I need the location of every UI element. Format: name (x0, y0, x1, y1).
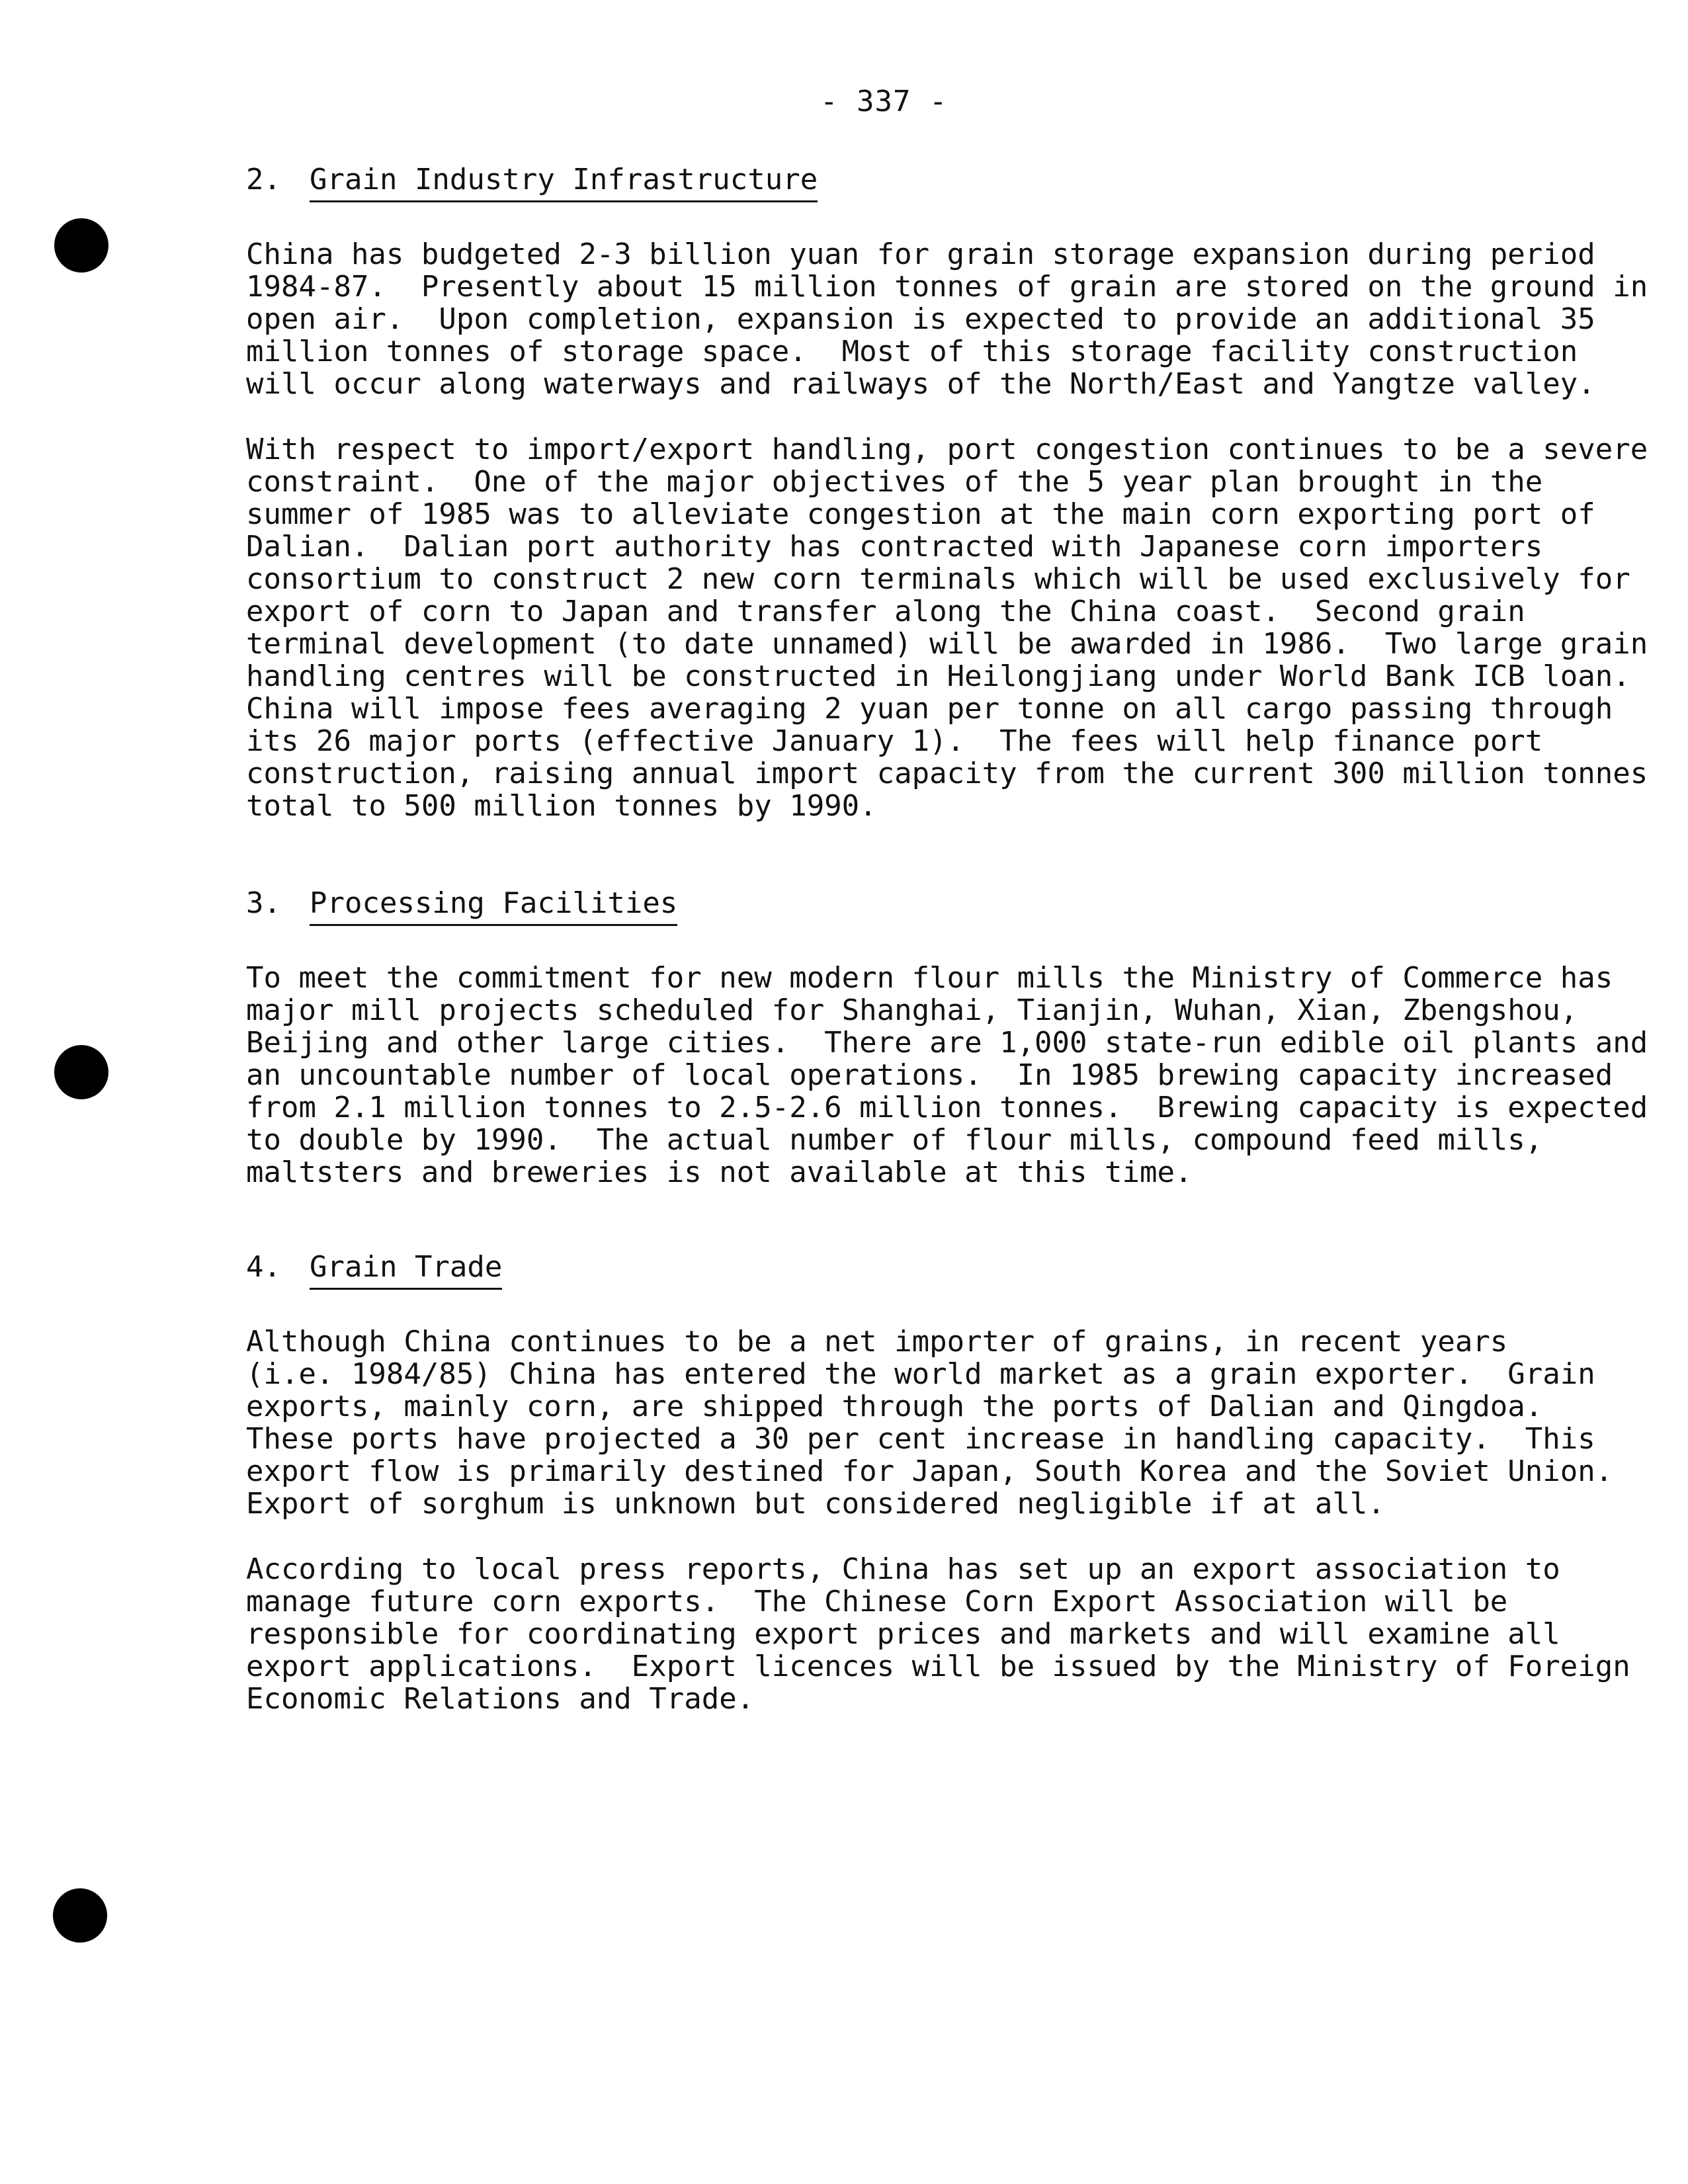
section-grain-trade (246, 1250, 1630, 1748)
section-title: Grain Trade (310, 1250, 502, 1290)
binder-hole (54, 1045, 108, 1099)
paragraph: According to local press reports, China has set up an export association to manage future corn exports. The Chinese Corn Export Association will be responsible for coordinating export prices and markets and will examine all export applications. Export licences will be issued by the Ministry of Foreign Economic Relations and Trade. (246, 1552, 1630, 1716)
page-number: - 337 - (820, 85, 948, 118)
section-title: Grain Industry Infrastructure (310, 163, 818, 202)
section-number: 4. (246, 1250, 281, 1284)
paragraph: With respect to import/export handling, port congestion continues to be a severe constraint. One of the major objectives of the 5 year plan brought in the summer of 1985 was to alleviate congestion at the main corn exporting port of Dalian. Dalian port authority has contracted with Japanese corn importers consortium to construct 2 new corn terminals which will be used exclusively for export of corn to Japan and transfer along the China coast. Second grain terminal development (to date unnamed) will be awarded in 1986. Two large grain handling centres will be constructed in Heilongjiang under World Bank ICB loan. China will impose fees averaging 2 yuan per tonne on all cargo passing through its 26 major ports (effective January 1). The fees will help finance port construction, raising annual import capacity from the current 300 million tonnes total to 500 million tonnes by 1990. (246, 433, 1648, 823)
paragraph: To meet the commitment for new modern flour mills the Ministry of Commerce has major mill projects scheduled for Shanghai, Tianjin, Wuhan, Xian, Zbengshou, Beijing and other large cities. There are 1,000 state-run edible oil plants and an uncountable number of local operations. In 1985 brewing capacity increased from 2.1 million tonnes to 2.5-2.6 million tonnes. Brewing capacity is expected to double by 1990. The actual number of flour mills, compound feed mills, maltsters and breweries is not available at this time. (246, 961, 1648, 1189)
section-heading (246, 886, 1569, 921)
section-grain-industry-infrastructure (246, 163, 1648, 855)
section-heading (246, 163, 1569, 197)
binder-hole (53, 1888, 107, 1943)
binder-hole (54, 218, 108, 273)
paragraph: China has budgeted 2-3 billion yuan for grain storage expansion during period 1984-87. Presently about 15 million tonnes of grain are stored on the ground in open air. Upon completion, expansion is expected to provide an additional 35 million tonnes of storage space. Most of this storage facility construction will occur along waterways and railways of the North/East and Yangtze valley. (246, 237, 1648, 401)
section-heading (246, 1250, 1569, 1284)
paragraph: Although China continues to be a net importer of grains, in recent years (i.e. 1984/85) China has entered the world market as a grain exporter. Grain exports, mainly corn, are shipped through the ports of Dalian and Qingdoa. These ports have projected a 30 per cent increase in handling capacity. This export flow is primarily destined for Japan, South Korea and the Soviet Union. Export of sorghum is unknown but considered negligible if at all. (246, 1325, 1613, 1521)
section-title: Processing Facilities (310, 886, 677, 926)
section-number: 3. (246, 886, 281, 920)
section-number: 2. (246, 163, 281, 196)
section-processing-facilities (246, 886, 1648, 1222)
